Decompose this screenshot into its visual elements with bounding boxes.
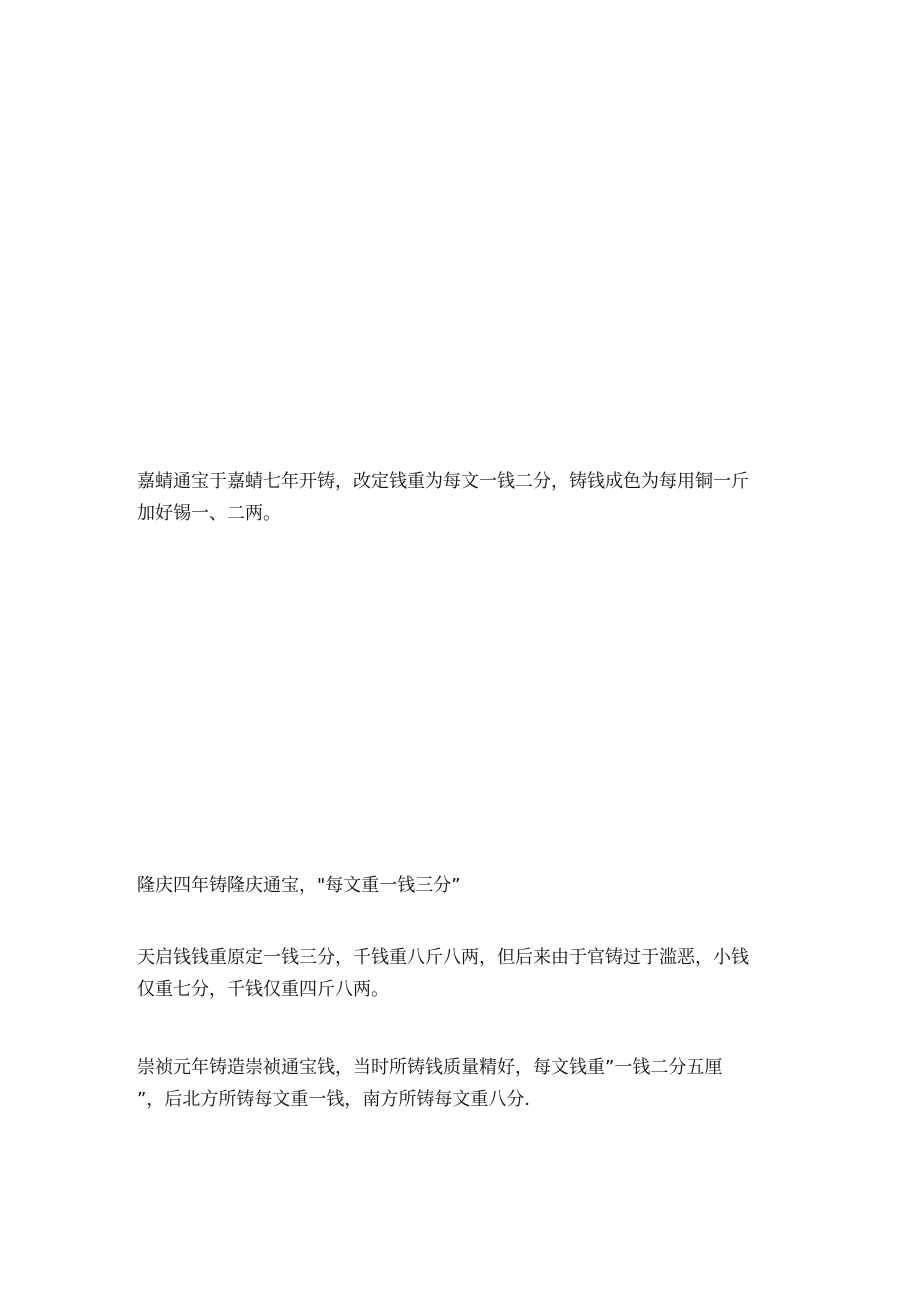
text-line: 仅重七分，千钱仅重四斤八两。 xyxy=(137,979,389,1000)
paragraph-longqing-tongbao xyxy=(137,870,787,902)
text-line: 崇祯元年铸造崇祯通宝钱，当时所铸钱质量精好，每文钱重”一钱二分五厘 xyxy=(137,1057,723,1078)
text-line: 加好锡一、二两。 xyxy=(137,503,281,524)
paragraph-tianqi-coin xyxy=(137,942,787,1006)
text-line: 隆庆四年铸隆庆通宝，"每文重一钱三分” xyxy=(137,875,461,896)
text-line: 天启钱钱重原定一钱三分，千钱重八斤八两，但后来由于官铸过于滥恶，小钱 xyxy=(137,947,749,968)
paragraph-jiajing-tongbao xyxy=(137,466,787,530)
text-line: ”，后北方所铸每文重一钱，南方所铸每文重八分. xyxy=(137,1089,531,1110)
text-line: 嘉蜻通宝于嘉蜻七年开铸，改定钱重为每文一钱二分，铸钱成色为每用铜一斤 xyxy=(137,471,749,492)
paragraph-chongzhen-tongbao xyxy=(137,1052,787,1116)
